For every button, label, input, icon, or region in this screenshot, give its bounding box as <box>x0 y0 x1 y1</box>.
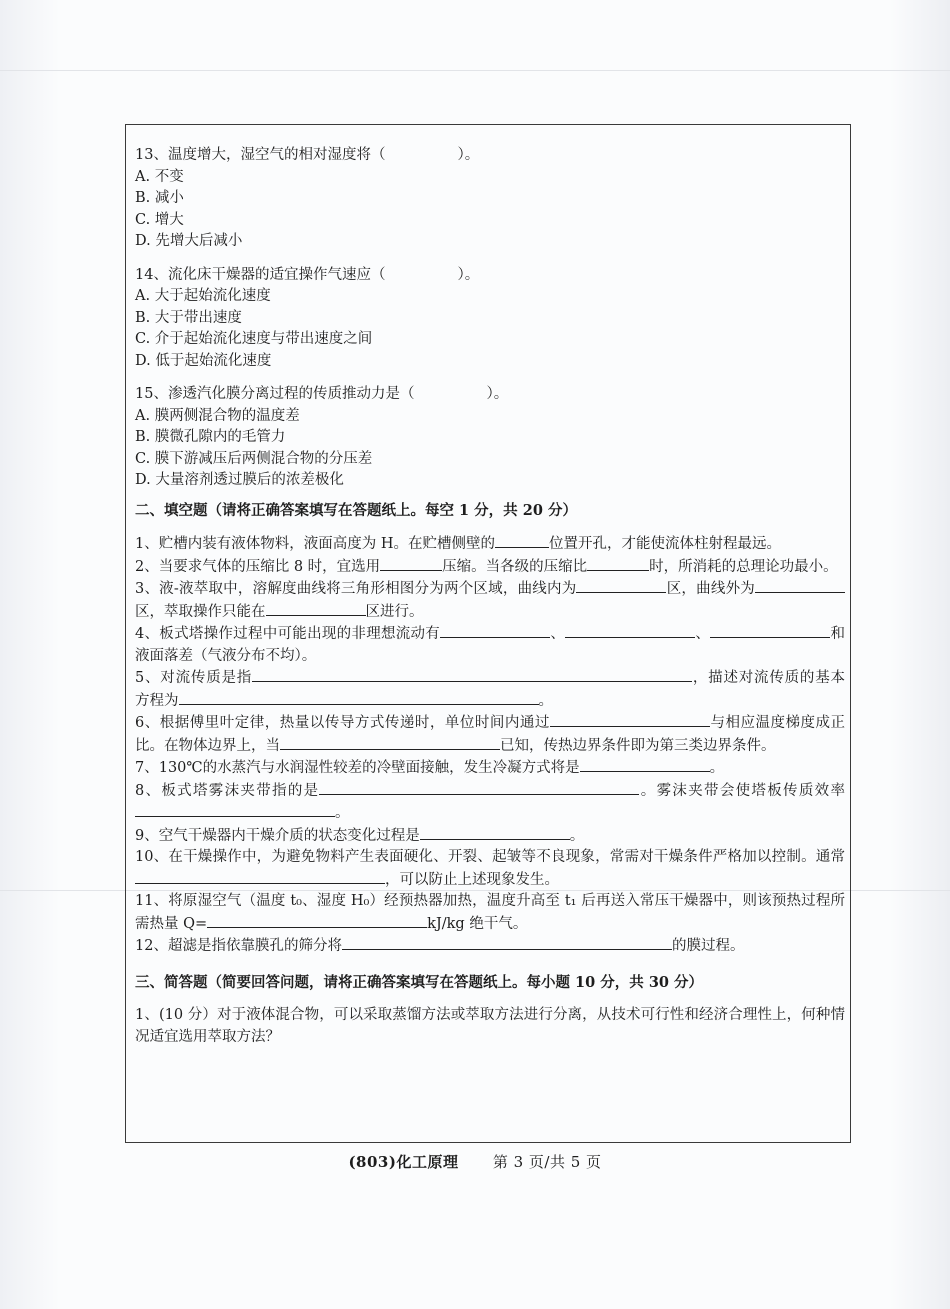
question-stem: 15、渗透汽化膜分离过程的传质推动力是（ ）。 <box>135 386 509 402</box>
option-c: C. 介于起始流化速度与带出速度之间 <box>135 331 373 347</box>
fill-question-1: 1、贮槽内装有液体物料，液面高度为 H。在贮槽侧壁的 位置开孔，才能使流体柱射程最远。 <box>135 533 845 556</box>
fill-question-4: 4、板式塔操作过程中可能出现的非理想流动有 、 、 和液面落差（气液分布不均）。 <box>135 623 845 667</box>
answer-blank[interactable] <box>440 623 550 638</box>
paper-fold-line <box>0 70 950 71</box>
fill-question-7: 7、130℃的水蒸汽与水润湿性较差的冷壁面接触，发生冷凝方式将是 。 <box>135 757 845 780</box>
section-title-short-answer: 三、简答题（简要回答问题，请将正确答案填写在答题纸上。每小题 10 分，共 30 分） <box>135 973 704 991</box>
answer-blank[interactable] <box>319 780 639 795</box>
option-a: A. 膜两侧混合物的温度差 <box>135 407 300 424</box>
option-c: C. 膜下游减压后两侧混合物的分压差 <box>135 450 373 467</box>
option-c: C. 增大 <box>135 211 184 228</box>
fill-question-9: 9、空气干燥器内干燥介质的状态变化过程是 。 <box>135 825 845 848</box>
mc-question-14 <box>135 265 845 373</box>
exam-content <box>135 145 845 1048</box>
answer-blank[interactable] <box>179 690 539 705</box>
answer-blank[interactable] <box>755 578 845 593</box>
answer-blank[interactable] <box>135 802 335 817</box>
answer-blank[interactable] <box>252 667 692 682</box>
answer-blank[interactable] <box>580 757 710 772</box>
fill-question-2: 2、当要求气体的压缩比 8 时，宜选用 压缩。当各级的压缩比 时，所消耗的总理论功最小。 <box>135 556 845 579</box>
question-stem: 13、温度增大，湿空气的相对湿度将（ ）。 <box>135 147 480 163</box>
option-a: A. 不变 <box>135 168 184 185</box>
answer-blank[interactable] <box>576 578 666 593</box>
option-b: B. 减小 <box>135 190 184 206</box>
answer-blank[interactable] <box>380 556 442 571</box>
answer-blank[interactable] <box>587 556 649 571</box>
course-code: (803)化工原理 <box>348 1153 459 1171</box>
option-b: B. 膜微孔隙内的毛管力 <box>135 429 286 445</box>
short-answer-question-1: 1、(10 分）对于液体混合物，可以采取蒸馏方法或萃取方法进行分离，从技术可行性和经济合理性上，何种情况适宜选用萃取方法？ <box>135 1007 845 1045</box>
option-a: A. 大于起始流化速度 <box>135 288 271 304</box>
answer-blank[interactable] <box>550 712 710 727</box>
option-d: D. 大量溶剂透过膜后的浓差极化 <box>135 472 344 488</box>
fill-question-6: 6、根据傅里叶定律，热量以传导方式传递时，单位时间内通过 与相应温度梯度成正比。在物体边界上，当 已知，传热边界条件即为第三类边界条件。 <box>135 712 845 757</box>
fill-question-3: 3、液-液萃取中，溶解度曲线将三角形相图分为两个区域，曲线内为 区，曲线外为区，萃取操作只能在 区进行。 <box>135 578 845 623</box>
answer-blank[interactable] <box>495 533 549 548</box>
answer-blank[interactable] <box>565 623 695 638</box>
option-d: D. 先增大后减小 <box>135 233 243 249</box>
fill-question-8: 8、板式塔雾沫夹带指的是 。雾沫夹带会使塔板传质效率。 <box>135 780 845 825</box>
answer-blank[interactable] <box>266 601 366 616</box>
question-stem: 14、流化床干燥器的适宜操作气速应（ ）。 <box>135 266 480 283</box>
option-d: D. 低于起始流化速度 <box>135 352 272 369</box>
mc-question-15 <box>135 384 845 492</box>
answer-blank[interactable] <box>135 869 385 884</box>
answer-blank[interactable] <box>342 935 672 950</box>
page-number: 第 3 页/共 5 页 <box>492 1153 602 1171</box>
answer-blank[interactable] <box>420 825 570 840</box>
answer-blank[interactable] <box>280 735 500 750</box>
fill-question-12: 12、超滤是指依靠膜孔的筛分将 的膜过程。 <box>135 935 845 958</box>
page-footer <box>0 1151 950 1172</box>
fill-question-5: 5、对流传质是指 ，描述对流传质的基本方程为 。 <box>135 667 845 712</box>
section-title-fill-in: 二、填空题（请将正确答案填写在答题纸上。每空 1 分，共 20 分） <box>135 501 577 519</box>
fill-question-11: 11、将原湿空气（温度 t₀、湿度 H₀）经预热器加热，温度升高至 t₁ 后再送入常压干燥器中，则该预热过程所需热量 Q= kJ/kg 绝干气。 <box>135 893 845 932</box>
answer-blank[interactable] <box>710 623 830 638</box>
answer-blank[interactable] <box>207 913 427 928</box>
mc-question-13 <box>135 145 845 253</box>
fill-question-10: 10、在干燥操作中，为避免物料产生表面硬化、开裂、起皱等不良现象，常需对干燥条件严格加以控制。通常，可以防止上述现象发生。 <box>135 849 845 888</box>
option-b: B. 大于带出速度 <box>135 309 242 326</box>
